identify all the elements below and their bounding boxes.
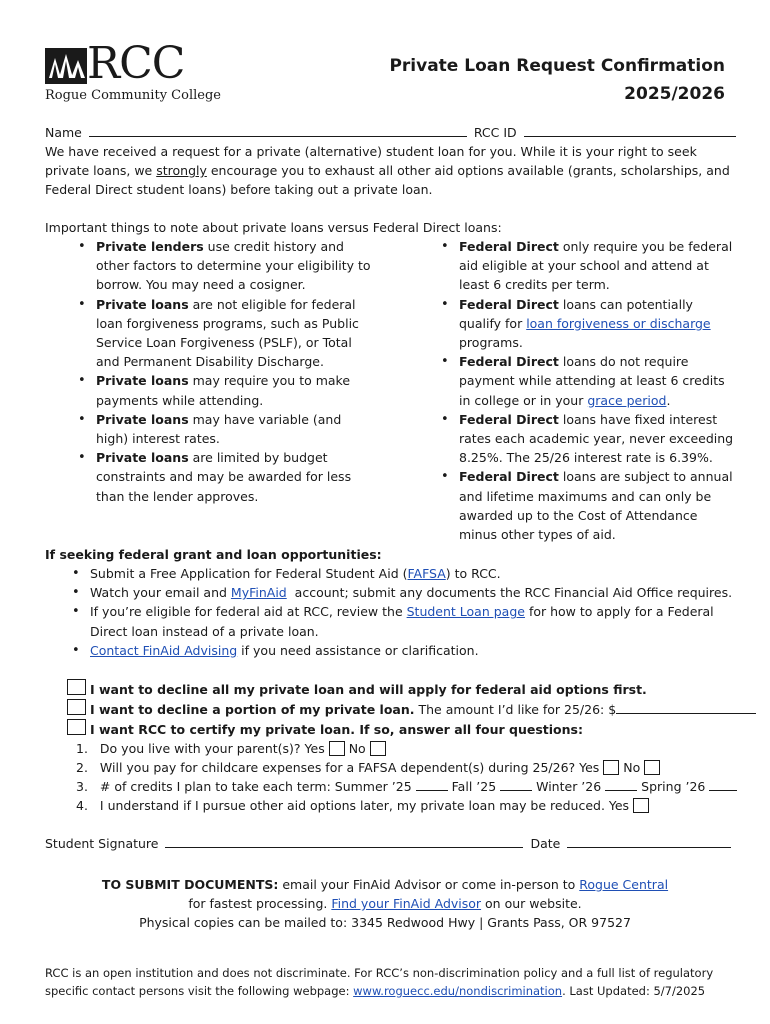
no-label: No: [348, 741, 366, 756]
question-4: [76, 796, 649, 815]
myfinaid-link[interactable]: MyFinAid: [230, 585, 287, 601]
question-number: 4.: [76, 798, 88, 813]
option-bold: I want to decline a portion of my private loan.: [90, 702, 415, 717]
intro-line-2: [45, 161, 730, 180]
decline-portion-checkbox[interactable]: [67, 699, 86, 715]
item-text: use credit history and other factors to determine your eligibility to borrow. You may need a cosigner.: [96, 239, 371, 293]
question-1: [76, 739, 386, 758]
item-bold: Federal Direct: [459, 296, 559, 312]
item-bold: Federal Direct: [459, 469, 559, 485]
nondiscrimination-link[interactable]: www.roguecc.edu/nondiscrimination: [353, 984, 563, 998]
student-signature-field[interactable]: [165, 835, 523, 848]
item-bold: Federal Direct: [459, 411, 559, 427]
submit-text: email your FinAid Advisor or come in-person to: [278, 877, 580, 892]
item-bold: Private loans: [96, 411, 189, 427]
private-loans-column: [74, 237, 374, 506]
question-number: 1.: [76, 741, 88, 756]
item-text-cont: Direct loan instead of a private loan.: [90, 623, 319, 639]
list-item: [74, 237, 374, 295]
rcc-id-field[interactable]: [524, 124, 736, 137]
item-bold: Federal Direct: [459, 239, 559, 254]
title-line-1: Private Loan Request Confirmation: [389, 56, 725, 76]
item-bold: Private lenders: [96, 239, 204, 254]
question-number: 2.: [76, 760, 88, 775]
spring-label: Spring ’26: [641, 779, 706, 794]
federal-heading: If seeking federal grant and loan opportunities:: [45, 547, 382, 562]
fall-label: Fall ’25: [451, 779, 497, 794]
name-label: Name: [45, 125, 82, 140]
list-item: [68, 641, 748, 660]
rogue-central-link[interactable]: Rogue Central: [579, 877, 669, 892]
submit-line-2: [0, 894, 770, 913]
item-bold: Private loans: [96, 296, 189, 312]
winter-credits-field[interactable]: [605, 778, 637, 791]
footer-text: specific contact persons visit the following webpage:: [45, 984, 354, 998]
list-item: [68, 602, 748, 640]
q2-no-checkbox[interactable]: [644, 760, 660, 775]
list-item: [74, 410, 374, 448]
name-field[interactable]: [89, 124, 467, 137]
question-3: [76, 777, 737, 796]
item-bold: Private loans: [96, 450, 189, 466]
item-text-end: .: [666, 392, 671, 408]
find-advisor-link[interactable]: Find your FinAid Advisor: [331, 896, 482, 911]
name-field-row: [45, 123, 736, 142]
submit-heading: TO SUBMIT DOCUMENTS:: [101, 877, 279, 892]
date-field[interactable]: [567, 835, 731, 848]
intro-line-3: Federal Direct student loans) before taking out a private loan.: [45, 182, 433, 197]
item-text: loans are subject to annual and lifetime maximums and can only be awarded up to the Cost of Attendance minus other types of aid.: [459, 469, 733, 543]
item-text: Watch your email and: [90, 585, 231, 601]
grace-period-link[interactable]: grace period: [587, 392, 667, 408]
list-item: [437, 237, 735, 295]
private-loans-list: [74, 237, 374, 506]
certify-loan-checkbox[interactable]: [67, 719, 86, 735]
item-bold: Private loans: [96, 373, 189, 389]
decline-all-checkbox[interactable]: [67, 679, 86, 695]
list-item: [68, 583, 748, 602]
q1-yes-checkbox[interactable]: [329, 741, 345, 756]
logo-letters: RCC: [87, 38, 185, 89]
document-title: [389, 52, 725, 108]
federal-direct-list: [437, 237, 735, 544]
item-text: only require you be federal aid eligible at your school and attend at least 6 credits per term.: [459, 239, 733, 293]
spring-credits-field[interactable]: [709, 778, 737, 791]
question-text: Do you live with your parent(s)? Yes: [99, 741, 325, 756]
item-text-end: programs.: [459, 335, 523, 351]
intro-text-cont: encourage you to exhaust all other aid options available (grants, scholarships, and: [206, 163, 730, 178]
footer-text-end: . Last Updated: 5/7/2025: [562, 984, 706, 998]
footer-line-1: RCC is an open institution and does not discriminate. For RCC’s non-discrimination policy and a full list of regulatory: [45, 966, 714, 980]
item-text: are limited by budget constraints and may be awarded for less than the lender approves.: [96, 450, 352, 504]
footer: [45, 964, 725, 1000]
title-line-2: 2025/2026: [624, 84, 725, 104]
q2-yes-checkbox[interactable]: [603, 760, 619, 775]
fafsa-link[interactable]: FAFSA: [407, 566, 446, 581]
item-text: Submit a Free Application for Federal Student Aid (: [90, 566, 408, 581]
item-bold: Federal Direct: [459, 354, 559, 370]
rcc-id-label: RCC ID: [473, 125, 517, 140]
question-2: [76, 758, 660, 777]
list-item: [74, 295, 374, 372]
amount-field[interactable]: [616, 701, 756, 714]
federal-bullets: [68, 564, 748, 660]
item-text: loans can potentially qualify for: [459, 296, 693, 331]
submit-text-end: on our website.: [481, 896, 582, 911]
option-decline-portion: [90, 700, 756, 719]
item-text-end: ) to RCC.: [445, 566, 501, 581]
rcc-logo: [45, 38, 221, 106]
list-item: [437, 295, 735, 353]
q4-yes-checkbox[interactable]: [633, 798, 649, 813]
item-text-end: for how to apply for a Federal: [524, 604, 714, 620]
list-item: [68, 564, 748, 583]
list-item: [437, 467, 735, 544]
item-text-end: if you need assistance or clarification.: [237, 642, 479, 658]
question-number: 3.: [76, 779, 88, 794]
item-text: may require you to make payments while attending.: [96, 373, 351, 408]
item-text: may have variable (and high) interest rates.: [96, 411, 342, 447]
list-item: [74, 371, 374, 409]
summer-credits-field[interactable]: [416, 778, 448, 791]
question-text: Will you pay for childcare expenses for a FAFSA dependent(s) during 25/26? Yes: [99, 760, 600, 775]
logo-subtitle: Rogue Community College: [45, 88, 221, 103]
item-text: loans do not require payment while attending at least 6 credits in college or in your: [459, 354, 725, 408]
important-heading: Important things to note about private loans versus Federal Direct loans:: [45, 220, 502, 235]
intro-text: private loans, we: [45, 163, 157, 178]
list-item: [437, 352, 735, 410]
student-signature-label: Student Signature: [45, 836, 159, 851]
list-item: [437, 410, 735, 468]
loan-forgiveness-link[interactable]: loan forgiveness or discharge: [526, 315, 711, 331]
contact-finaid-advising-link[interactable]: Contact FinAid Advising: [90, 642, 238, 658]
submit-line-1: [0, 875, 770, 894]
list-item: [74, 448, 374, 506]
intro-emphasis: strongly: [156, 163, 207, 178]
item-text: If you’re eligible for federal aid at RCC, review the: [90, 604, 407, 620]
item-text: are not eligible for federal loan forgiveness programs, such as Public Service Loan Forgiveness (PSLF), or Total and Permanent Disability Discharge.: [96, 296, 359, 370]
submit-line-3: Physical copies can be mailed to: 3345 Redwood Hwy | Grants Pass, OR 97527: [139, 915, 631, 930]
question-text: # of credits I plan to take each term: Summer ’25: [99, 779, 412, 794]
item-text: loans have fixed interest rates each academic year, never exceeding 8.25%. The 25/26 interest rate is 6.39%.: [459, 411, 734, 466]
student-loan-page-link[interactable]: Student Loan page: [406, 604, 525, 620]
winter-label: Winter ’26: [536, 779, 602, 794]
federal-list: [68, 564, 748, 660]
submit-text: for fastest processing.: [188, 896, 332, 911]
date-label: Date: [530, 836, 561, 851]
federal-direct-column: [437, 237, 735, 544]
footer-line-2: [45, 982, 725, 1000]
option-certify: I want RCC to certify my private loan. If so, answer all four questions:: [90, 722, 583, 737]
no-label: No: [623, 760, 641, 775]
option-text: The amount I’d like for 25/26: $: [414, 702, 617, 717]
fall-credits-field[interactable]: [500, 778, 532, 791]
logo-trees-icon: [45, 48, 87, 84]
item-text-end: account; submit any documents the RCC Financial Aid Office requires.: [286, 585, 733, 601]
option-decline-all: I want to decline all my private loan and will apply for federal aid options first.: [90, 682, 647, 697]
question-text: I understand if I pursue other aid options later, my private loan may be reduced. Yes: [99, 798, 630, 813]
signature-row: [45, 834, 731, 853]
q1-no-checkbox[interactable]: [370, 741, 386, 756]
intro-line-1: We have received a request for a private (alternative) student loan for you. While it is your right to seek: [45, 144, 697, 159]
